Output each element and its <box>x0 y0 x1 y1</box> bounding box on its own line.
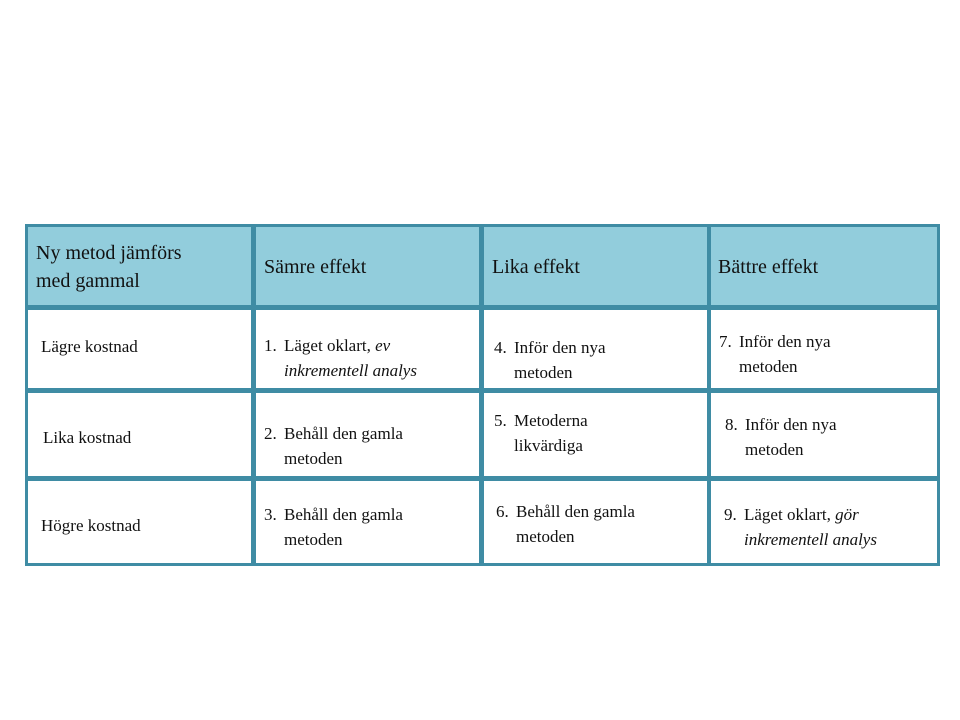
item-3-line2: metoden <box>284 530 343 549</box>
item-8-line2: metoden <box>745 440 804 459</box>
item-2 <box>264 421 403 471</box>
row-label-hogre-kostnad: Högre kostnad <box>41 516 141 535</box>
item-3 <box>264 502 403 552</box>
item-7 <box>719 329 831 379</box>
item-1-number: 1. <box>264 336 277 355</box>
item-9-line1-em: gör <box>835 505 859 524</box>
item-5-number: 5. <box>494 411 507 430</box>
item-8-number: 8. <box>725 415 738 434</box>
item-5-line2: likvärdiga <box>514 436 583 455</box>
header-corner-line2: med gammal <box>36 270 140 292</box>
item-5-line1: Metoderna <box>514 411 588 430</box>
item-1-line2: inkrementell analys <box>284 361 417 380</box>
item-7-line2: metoden <box>739 357 798 376</box>
item-6-line1: Behåll den gamla <box>516 502 635 521</box>
header-battre-effekt: Bättre effekt <box>718 256 819 278</box>
item-5 <box>494 408 588 458</box>
item-4-line1: Inför den nya <box>514 338 606 357</box>
item-6 <box>496 499 635 549</box>
item-3-number: 3. <box>264 505 277 524</box>
row-label-lika-kostnad: Lika kostnad <box>43 428 132 447</box>
item-9-line2: inkrementell analys <box>744 530 877 549</box>
item-6-line2: metoden <box>516 527 575 546</box>
item-8-line1: Inför den nya <box>745 415 837 434</box>
item-1 <box>264 333 417 383</box>
item-8 <box>725 412 837 462</box>
header-samre-effekt: Sämre effekt <box>264 256 367 278</box>
item-7-line1: Inför den nya <box>739 332 831 351</box>
header-lika-effekt: Lika effekt <box>492 256 580 278</box>
item-9-line1: Läget oklart, <box>744 505 831 524</box>
item-1-line1: Läget oklart, <box>284 336 371 355</box>
item-2-number: 2. <box>264 424 277 443</box>
item-4 <box>494 335 606 385</box>
item-2-line1: Behåll den gamla <box>284 424 403 443</box>
item-4-number: 4. <box>494 338 507 357</box>
header-corner-label <box>36 239 182 295</box>
item-2-line2: metoden <box>284 449 343 468</box>
item-1-line1-em: ev <box>375 336 391 355</box>
row-label-lagre-kostnad: Lägre kostnad <box>41 337 138 356</box>
item-4-line2: metoden <box>514 363 573 382</box>
item-9 <box>724 502 877 552</box>
header-corner-line1: Ny metod jämförs <box>36 242 182 264</box>
item-9-number: 9. <box>724 505 737 524</box>
item-3-line1: Behåll den gamla <box>284 505 403 524</box>
item-7-number: 7. <box>719 332 732 351</box>
item-6-number: 6. <box>496 502 509 521</box>
